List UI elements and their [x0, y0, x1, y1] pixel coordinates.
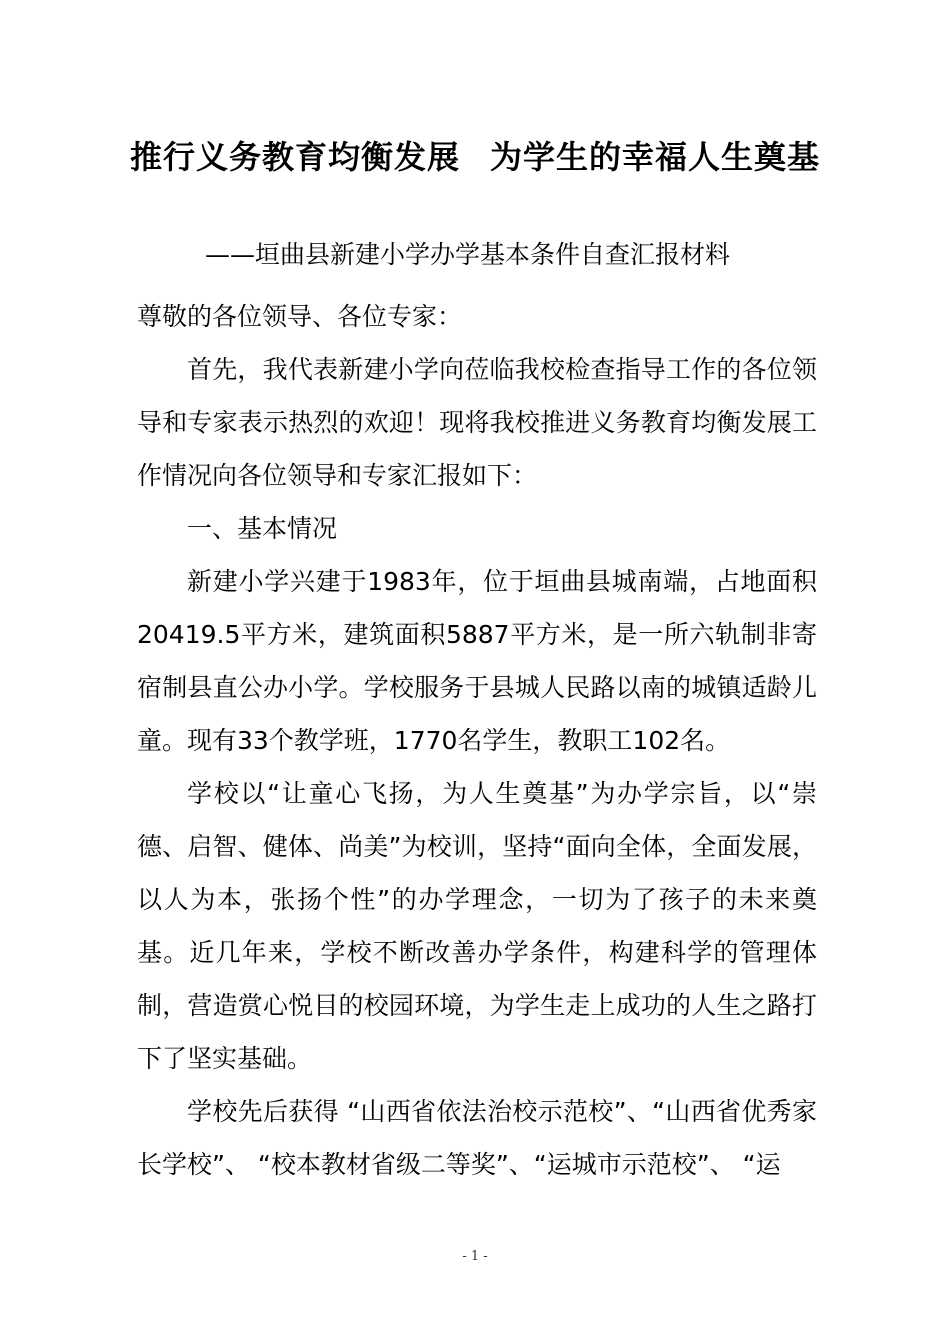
- paragraph-honors: 学校先后获得 “山西省依法治校示范校”、“山西省优秀家长学校”、 “校本教材省级二等奖”、“运城市示范校”、 “运: [137, 1097, 817, 1179]
- paragraph-intro: 首先，我代表新建小学向莅临我校检查指导工作的各位领导和专家表示热烈的欢迎！现将我校推进义务教育均衡发展工作情况向各位领导和专家汇报如下：: [137, 355, 817, 490]
- section-heading-basic-info: 一、基本情况: [187, 514, 338, 543]
- page-number: - 1 -: [462, 1249, 488, 1264]
- document-subtitle: ——垣曲县新建小学办学基本条件自查汇报材料: [205, 240, 731, 269]
- title-part-2: 为学生的幸福人生奠基: [490, 138, 821, 176]
- document-body: [137, 290, 817, 1191]
- document-title: [0, 135, 950, 179]
- salutation: 尊敬的各位领导、各位专家：: [137, 302, 463, 331]
- title-part-1: 推行义务教育均衡发展: [129, 138, 460, 176]
- paragraph-school-philosophy: 学校以“让童心飞扬，为人生奠基”为办学宗旨，以“崇德、启智、健体、尚美”为校训，坚持“面向全体，全面发展，以人为本，张扬个性”的办学理念，一切为了孩子的未来奠基。近几年来，学校不断改善办学条件，构建科学的管理体制，营造赏心悦目的校园环境，为学生走上成功的人生之路打下了坚实基础。: [137, 779, 817, 1073]
- paragraph-school-overview: 新建小学兴建于1983年，位于垣曲县城南端，占地面积20419.5平方米，建筑面积5887平方米，是一所六轨制非寄宿制县直公办小学。学校服务于县城人民路以南的城镇适龄儿童。现有33个教学班，1770名学生，教职工102名。: [137, 567, 817, 755]
